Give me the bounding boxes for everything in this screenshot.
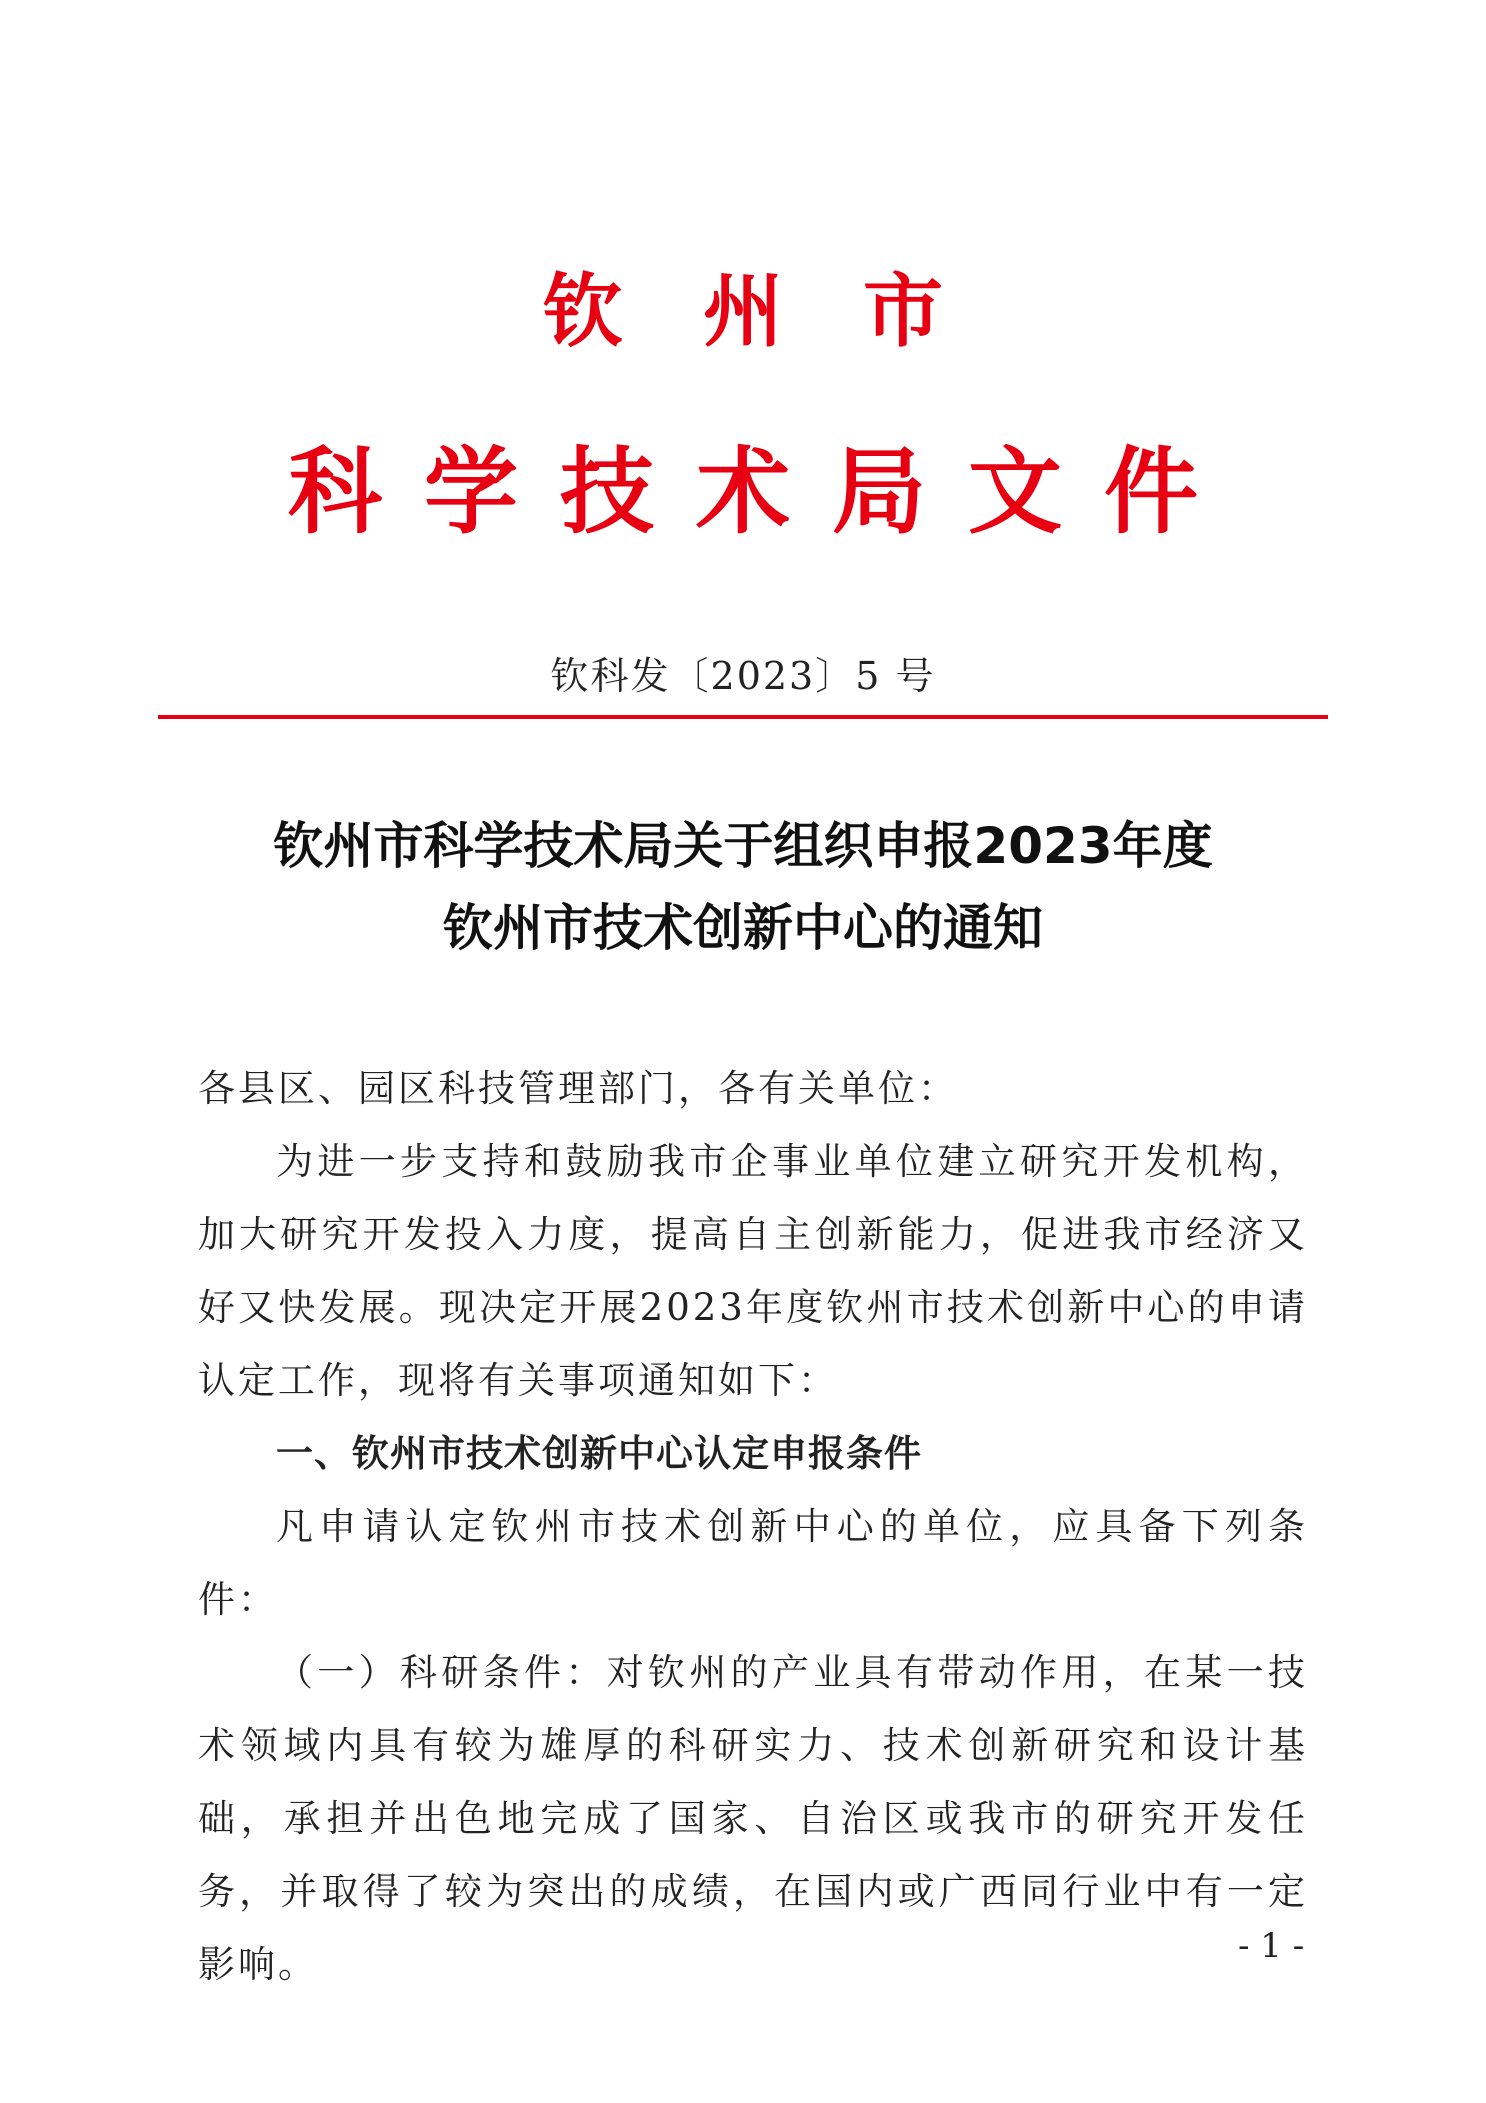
issuing-authority-city: 钦州市 bbox=[543, 265, 1023, 358]
document-title-line1: 钦州市科学技术局关于组织申报2023年度 bbox=[273, 817, 1213, 875]
issuing-authority-document-header: 科学技术局文件 bbox=[287, 438, 1240, 547]
body-paragraph: 凡申请认定钦州市技术创新中心的单位，应具备下列条件： bbox=[198, 1505, 1308, 1621]
salutation: 各县区、园区科技管理部门，各有关单位： bbox=[198, 1067, 958, 1110]
body-paragraph: 为进一步支持和鼓励我市企事业单位建立研究开发机构，加大研究开发投入力度，提高自主创新能力，促进我市经济又好又快发展。现决定开展2023年度钦州市技术创新中心的申请认定工作，现将有关事项通知如下： bbox=[198, 1140, 1308, 1402]
document-number: 钦科发〔2023〕5 号 bbox=[550, 654, 936, 698]
document-title-line2: 钦州市技术创新中心的通知 bbox=[443, 899, 1043, 957]
document-title bbox=[0, 805, 1486, 969]
page-number: - 1 - bbox=[1238, 1926, 1305, 1966]
red-divider-line bbox=[158, 715, 1328, 719]
section-heading: 一、钦州市技术创新中心认定申报条件 bbox=[276, 1432, 922, 1475]
document-body bbox=[198, 1052, 1308, 2001]
body-paragraph: （一）科研条件：对钦州的产业具有带动作用，在某一技术领域内具有较为雄厚的科研实力、技术创新研究和设计基础，承担并出色地完成了国家、自治区或我市的研究开发任务，并取得了较为突出的成绩，在国内或广西同行业中有一定影响。 bbox=[198, 1651, 1308, 1986]
